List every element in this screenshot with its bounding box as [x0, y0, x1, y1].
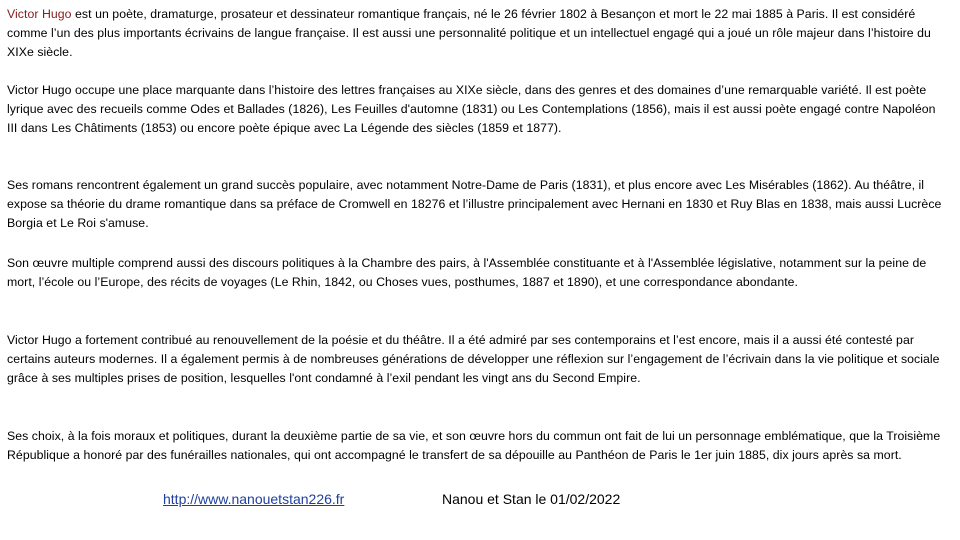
credit-text: Nanou et Stan le 01/02/2022 [442, 491, 621, 507]
paragraph-intro-text: est un poète, dramaturge, prosateur et dessinateur romantique français, né le 26 février 1802 à Besançon et mort le 22 mai 1885 à Paris. Il est considéré comme l’un des plus importants écrivains de langue française. Il est aussi une personnalité politique et un intellectuel engagé qui a joué un rôle majeur dans l’histoire du XIXe siècle. [7, 7, 931, 59]
author-name: Victor Hugo [7, 7, 72, 21]
paragraph-legacy: Victor Hugo a fortement contribué au renouvellement de la poésie et du théâtre. Il a été admiré par ses contemporains et l’est encore, mais il a aussi été contesté par certains auteurs modernes. Il a également permis à de nombreuses générations de développer une réflexion sur l’engagement de l’écrivain dans la vie politique et sociale grâce à ses multiples prises de position, lesquelles l'ont condamné à l’exil pendant les vingt ans du Second Empire. [7, 333, 940, 385]
website-link[interactable]: http://www.nanouetstan226.fr [163, 491, 345, 507]
paragraph-novels-theatre: Ses romans rencontrent également un grand succès populaire, avec notamment Notre-Dame de Paris (1831), et plus encore avec Les Misérables (1862). Au théâtre, il expose sa théorie du drame romantique dans sa préface de Cromwell en 18276 et l’illustre principalement avec Hernani en 1830 et Ruy Blas en 1838, mais aussi Lucrèce Borgia et Le Roi s'amuse. [7, 178, 942, 230]
paragraph-literary-place: Victor Hugo occupe une place marquante dans l’histoire des lettres françaises au XIXe siècle, dans des genres et des domaines d’une remarquable variété. Il est poète lyrique avec des recueils comme Odes et Ballades (1826), Les Feuilles d'automne (1831) ou Les Contemplations (1856), mais il est aussi poète engagé contre Napoléon III dans Les Châtiments (1853) ou encore poète épique avec La Légende des siècles (1859 et 1877). [7, 83, 936, 135]
paragraph-political-works: Son œuvre multiple comprend aussi des discours politiques à la Chambre des pairs, à l'Assemblée constituante et à l'Assemblée législative, notamment sur la peine de mort, l’école ou l’Europe, des récits de voyages (Le Rhin, 1842, ou Choses vues, posthumes, 1887 et 1890), et une correspondance abondante. [7, 256, 927, 289]
paragraph-funeral: Ses choix, à la fois moraux et politiques, durant la deuxième partie de sa vie, et son œuvre hors du commun ont fait de lui un personnage emblématique, que la Troisième République a honoré par des funérailles nationales, qui ont accompagné le transfert de sa dépouille au Panthéon de Paris le 1er juin 1885, dix jours après sa mort. [7, 429, 941, 462]
paragraph-intro [7, 5, 947, 62]
